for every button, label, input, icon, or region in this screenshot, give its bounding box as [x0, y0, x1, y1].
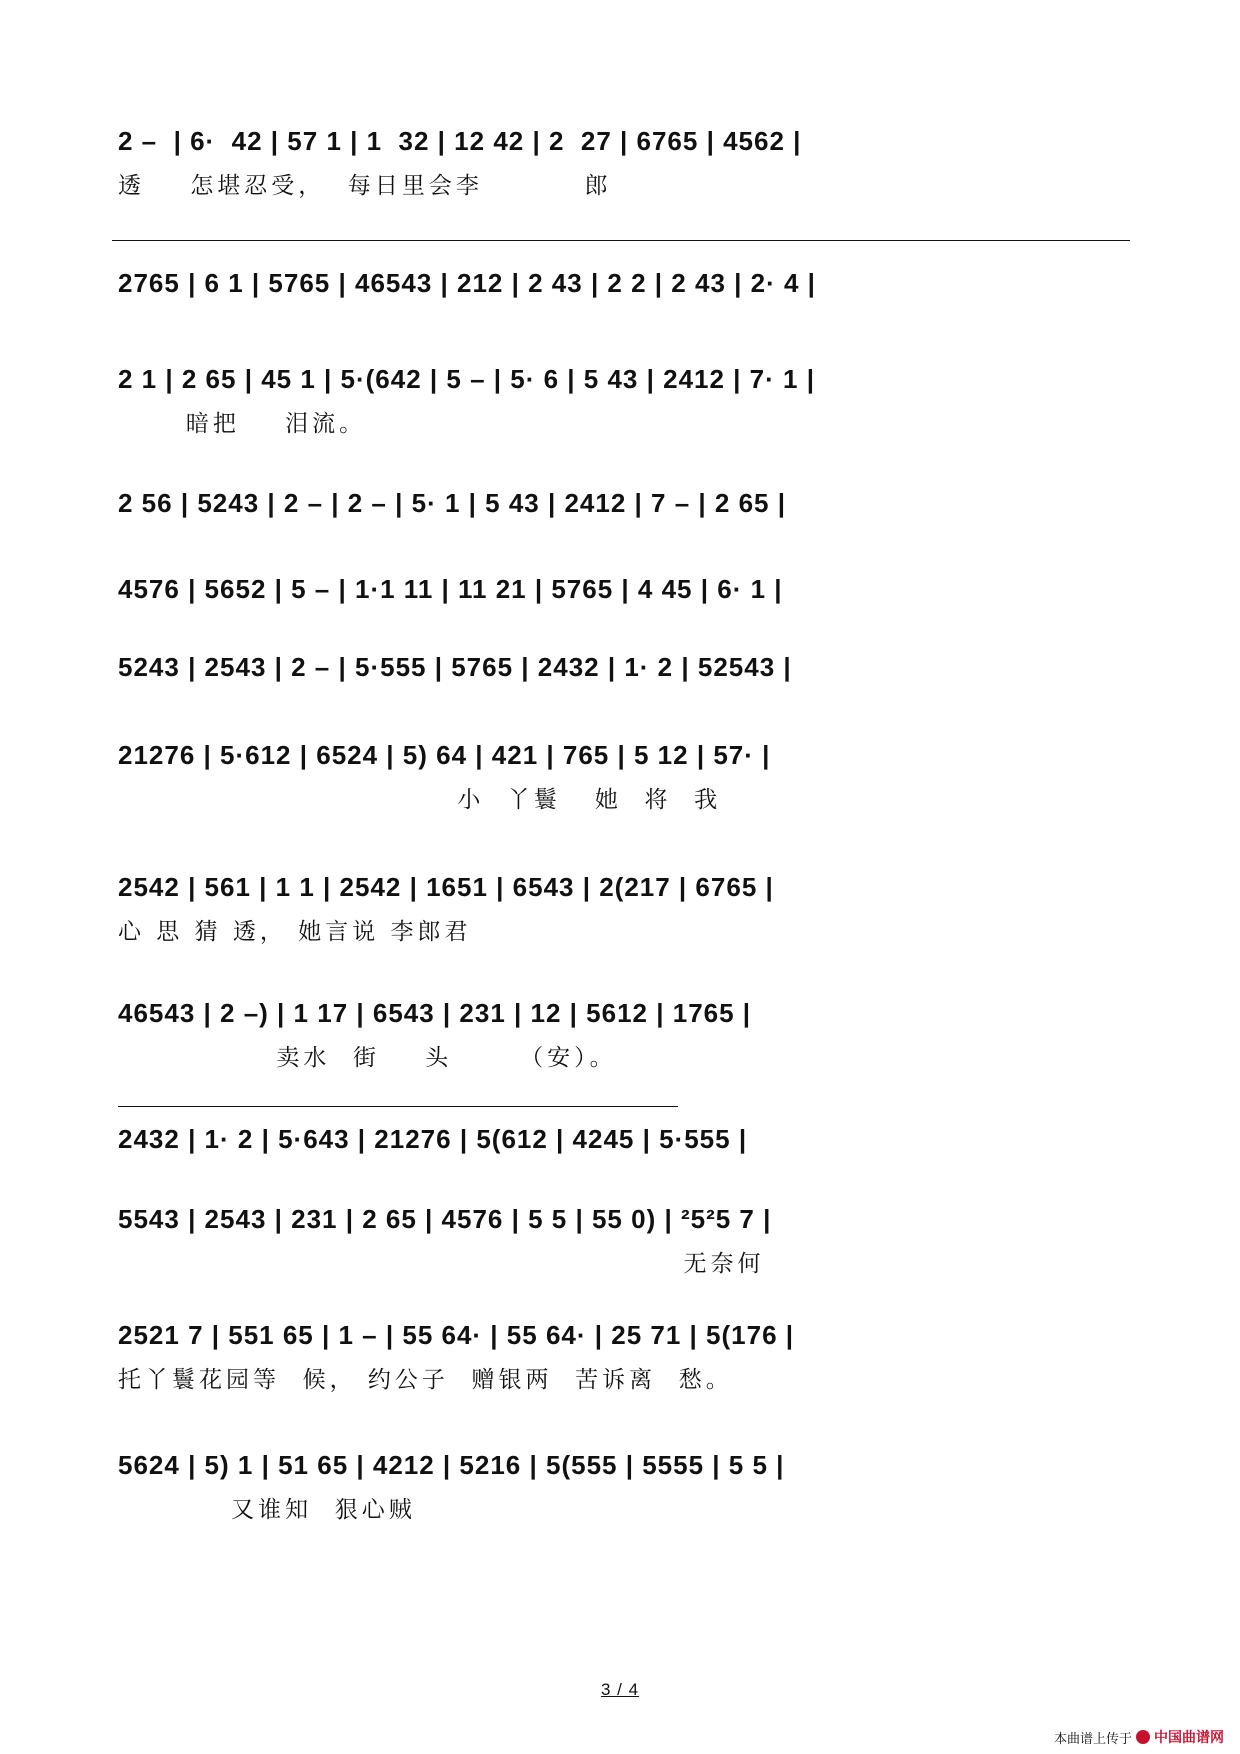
system-divider [112, 240, 1130, 241]
lyric-line: 卖水 街 头 （安）。 [118, 1045, 617, 1071]
notation-line: 46543 | 2 –) | 1 17 | 6543 | 231 | 12 | 5612 | 1765 | [118, 998, 752, 1028]
score-system-10 [118, 1122, 1128, 1200]
page-number-text: 3 / 4 [600, 1680, 640, 1699]
lyric-line [118, 312, 1128, 344]
score-system-6 [118, 650, 1128, 728]
score-system-8 [118, 870, 1128, 948]
credit-text: 本曲谱上传于 [1053, 1731, 1132, 1747]
score-system-9 [118, 996, 1128, 1074]
notation-line: 2 56 | 5243 | 2 – | 2 – | 5· 1 | 5 43 | 2412 | 7 – | 2 65 | [118, 488, 786, 518]
score-system-5 [118, 572, 1128, 650]
notation-line: 21276 | 5·612 | 6524 | 5) 64 | 421 | 765 | 5 12 | 57· | [118, 740, 771, 770]
notation-line: 2542 | 561 | 1 1 | 2542 | 1651 | 6543 | 2(217 | 6765 | [118, 872, 774, 902]
score-system-1 [118, 124, 1128, 202]
lyric-line [118, 696, 1128, 728]
notation-line: 2765 | 6 1 | 5765 | 46543 | 212 | 2 43 | 2 2 | 2 43 | 2· 4 | [118, 268, 816, 298]
notation-line: 2521 7 | 551 65 | 1 – | 55 64· | 55 64· | 25 71 | 5(176 | [118, 1320, 795, 1350]
score-system-3 [118, 362, 1128, 440]
notation-line: 5543 | 2543 | 231 | 2 65 | 4576 | 5 5 | 55 0) | ²5²5 7 | [118, 1204, 772, 1234]
notation-line: 2432 | 1· 2 | 5·643 | 21276 | 5(612 | 4245 | 5·555 | [118, 1124, 748, 1154]
lyric-line: 又谁知 狠心贼 [118, 1497, 416, 1523]
lyric-line: 无奈何 [118, 1251, 765, 1277]
score-system-2 [118, 266, 1128, 344]
tie-arc [118, 1106, 678, 1107]
notation-line: 2 – | 6· 42 | 57 1 | 1 32 | 12 42 | 2 27 | 6765 | 4562 | [118, 126, 802, 156]
site-logo-icon [1136, 1730, 1150, 1744]
lyric-line: 小 丫鬟 她 将 我 [118, 787, 722, 813]
score-system-13 [118, 1448, 1128, 1526]
site-name: 中国曲谱网 [1154, 1730, 1224, 1746]
notation-line: 5243 | 2543 | 2 – | 5·555 | 5765 | 2432 | 1· 2 | 52543 | [118, 652, 792, 682]
lyric-line [118, 618, 1128, 650]
lyric-line [118, 532, 1128, 564]
notation-line: 5624 | 5) 1 | 51 65 | 4212 | 5216 | 5(555 | 5555 | 5 5 | [118, 1450, 785, 1480]
lyric-line: 心 思 猜 透， 她言说 李郎君 [118, 919, 472, 945]
lyric-line: 透 怎堪忍受， 每日里会李 郎 [118, 173, 612, 199]
upload-credit [1054, 1727, 1224, 1747]
notation-line: 4576 | 5652 | 5 – | 1·1 11 | 11 21 | 5765 | 4 45 | 6· 1 | [118, 574, 783, 604]
score-system-12 [118, 1318, 1128, 1396]
lyric-line: 托丫鬟花园等 候， 约公子 赠银两 苦诉离 愁。 [118, 1367, 733, 1393]
score-system-4 [118, 486, 1128, 564]
score-system-11 [118, 1202, 1128, 1280]
lyric-line: 暗把 泪流。 [118, 411, 367, 437]
notation-line: 2 1 | 2 65 | 45 1 | 5·(642 | 5 – | 5· 6 | 5 43 | 2412 | 7· 1 | [118, 364, 815, 394]
score-system-7 [118, 738, 1128, 816]
page-number [0, 1680, 1240, 1700]
lyric-line [118, 1168, 1128, 1200]
